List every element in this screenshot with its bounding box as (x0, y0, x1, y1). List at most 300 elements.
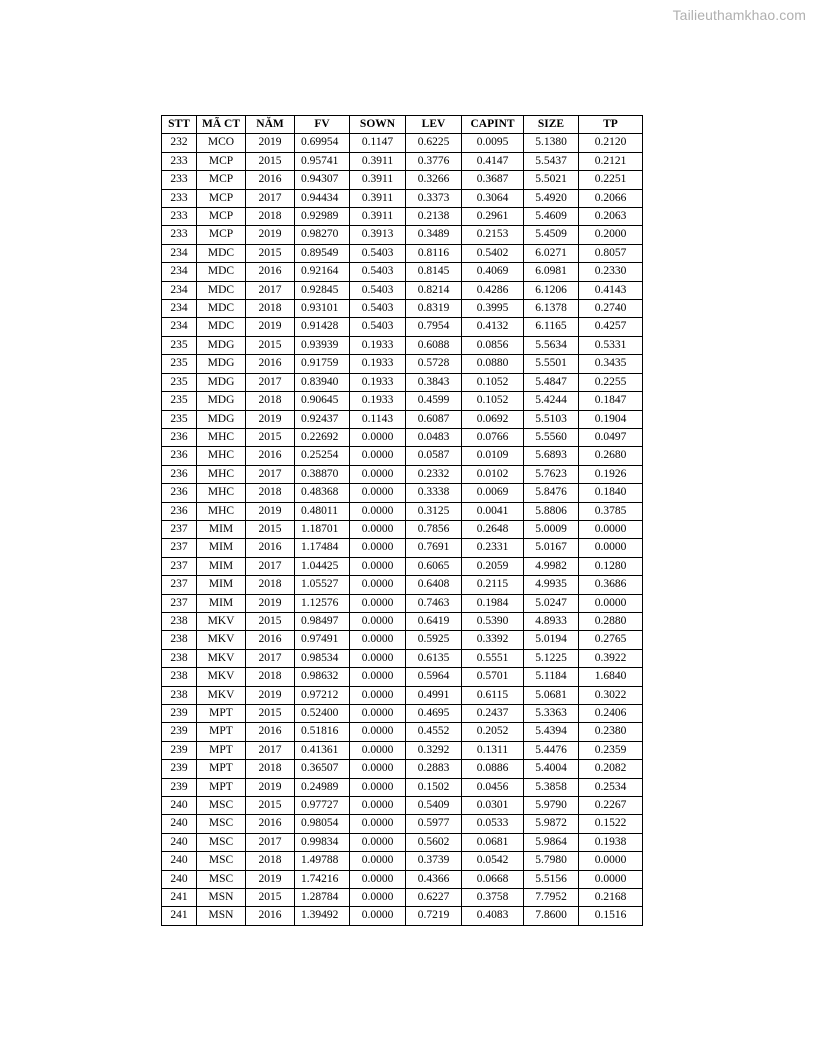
ma-ct-cell: MCP (197, 189, 246, 207)
size-cell: 5.0167 (524, 539, 579, 557)
size-cell: 5.5021 (524, 171, 579, 189)
capint-cell: 0.0102 (462, 465, 524, 483)
capint-cell: 0.3995 (462, 300, 524, 318)
nam-cell: 2016 (246, 907, 295, 925)
sown-cell: 0.0000 (350, 889, 406, 907)
stt-cell: 233 (162, 189, 197, 207)
table-row (162, 502, 643, 520)
tp-cell: 0.4143 (579, 281, 643, 299)
ma-ct-cell: MPT (197, 705, 246, 723)
tp-cell: 0.2740 (579, 300, 643, 318)
lev-cell: 0.5925 (406, 631, 462, 649)
table-row (162, 300, 643, 318)
watermark-text: Tailieuthamkhao.com (672, 7, 806, 23)
table-row (162, 373, 643, 391)
nam-cell: 2019 (246, 318, 295, 336)
nam-cell: 2015 (246, 797, 295, 815)
size-cell: 7.8600 (524, 907, 579, 925)
table-row (162, 797, 643, 815)
ma-ct-cell: MSC (197, 833, 246, 851)
nam-cell: 2015 (246, 428, 295, 446)
size-cell: 5.0247 (524, 594, 579, 612)
table-row (162, 484, 643, 502)
capint-cell: 0.2153 (462, 226, 524, 244)
capint-cell: 0.2059 (462, 557, 524, 575)
nam-cell: 2019 (246, 686, 295, 704)
lev-cell: 0.6419 (406, 612, 462, 630)
sown-cell: 0.0000 (350, 852, 406, 870)
lev-cell: 0.0483 (406, 428, 462, 446)
table-row (162, 833, 643, 851)
sown-cell: 0.0000 (350, 520, 406, 538)
size-cell: 5.8806 (524, 502, 579, 520)
stt-cell: 241 (162, 889, 197, 907)
header-fv: FV (295, 116, 350, 134)
capint-cell: 0.1052 (462, 392, 524, 410)
ma-ct-cell: MCP (197, 171, 246, 189)
fv-cell: 1.17484 (295, 539, 350, 557)
capint-cell: 0.3064 (462, 189, 524, 207)
sown-cell: 0.3911 (350, 189, 406, 207)
capint-cell: 0.3687 (462, 171, 524, 189)
table-row (162, 539, 643, 557)
table-row (162, 171, 643, 189)
capint-cell: 0.4147 (462, 152, 524, 170)
stt-cell: 234 (162, 244, 197, 262)
header-ma-ct: MÃ CT (197, 116, 246, 134)
stt-cell: 238 (162, 686, 197, 704)
ma-ct-cell: MDG (197, 392, 246, 410)
ma-ct-cell: MDC (197, 281, 246, 299)
tp-cell: 0.0000 (579, 870, 643, 888)
nam-cell: 2018 (246, 576, 295, 594)
sown-cell: 0.0000 (350, 870, 406, 888)
fv-cell: 0.92845 (295, 281, 350, 299)
nam-cell: 2019 (246, 134, 295, 152)
nam-cell: 2017 (246, 189, 295, 207)
capint-cell: 0.2115 (462, 576, 524, 594)
sown-cell: 0.5403 (350, 318, 406, 336)
size-cell: 6.0271 (524, 244, 579, 262)
stt-cell: 235 (162, 410, 197, 428)
ma-ct-cell: MSC (197, 852, 246, 870)
capint-cell: 0.3392 (462, 631, 524, 649)
ma-ct-cell: MKV (197, 686, 246, 704)
lev-cell: 0.6408 (406, 576, 462, 594)
lev-cell: 0.3739 (406, 852, 462, 870)
header-sown: SOWN (350, 116, 406, 134)
ma-ct-cell: MPT (197, 723, 246, 741)
sown-cell: 0.0000 (350, 741, 406, 759)
stt-cell: 233 (162, 152, 197, 170)
tp-cell: 0.2000 (579, 226, 643, 244)
fv-cell: 0.92164 (295, 263, 350, 281)
sown-cell: 0.0000 (350, 907, 406, 925)
lev-cell: 0.6135 (406, 649, 462, 667)
ma-ct-cell: MKV (197, 631, 246, 649)
tp-cell: 0.3686 (579, 576, 643, 594)
ma-ct-cell: MSC (197, 870, 246, 888)
stt-cell: 238 (162, 668, 197, 686)
lev-cell: 0.7219 (406, 907, 462, 925)
table-row (162, 668, 643, 686)
tp-cell: 0.2380 (579, 723, 643, 741)
size-cell: 5.7980 (524, 852, 579, 870)
nam-cell: 2015 (246, 244, 295, 262)
size-cell: 5.4004 (524, 760, 579, 778)
table-row (162, 778, 643, 796)
sown-cell: 0.0000 (350, 557, 406, 575)
size-cell: 5.0681 (524, 686, 579, 704)
tp-cell: 0.2082 (579, 760, 643, 778)
capint-cell: 0.5390 (462, 612, 524, 630)
lev-cell: 0.3373 (406, 189, 462, 207)
capint-cell: 0.0856 (462, 336, 524, 354)
fv-cell: 0.93101 (295, 300, 350, 318)
ma-ct-cell: MDC (197, 263, 246, 281)
fv-cell: 0.51816 (295, 723, 350, 741)
lev-cell: 0.5409 (406, 797, 462, 815)
tp-cell: 0.1926 (579, 465, 643, 483)
nam-cell: 2016 (246, 171, 295, 189)
table-row (162, 336, 643, 354)
sown-cell: 0.0000 (350, 649, 406, 667)
capint-cell: 0.0069 (462, 484, 524, 502)
capint-cell: 0.1311 (462, 741, 524, 759)
table-row (162, 852, 643, 870)
fv-cell: 0.99834 (295, 833, 350, 851)
size-cell: 5.0194 (524, 631, 579, 649)
nam-cell: 2018 (246, 852, 295, 870)
tp-cell: 0.1840 (579, 484, 643, 502)
table-row (162, 208, 643, 226)
capint-cell: 0.0095 (462, 134, 524, 152)
stt-cell: 236 (162, 447, 197, 465)
tp-cell: 0.2063 (579, 208, 643, 226)
tp-cell: 0.1904 (579, 410, 643, 428)
ma-ct-cell: MDG (197, 355, 246, 373)
tp-cell: 0.2066 (579, 189, 643, 207)
table-row (162, 263, 643, 281)
fv-cell: 0.97727 (295, 797, 350, 815)
nam-cell: 2015 (246, 705, 295, 723)
size-cell: 5.5103 (524, 410, 579, 428)
header-nam: NĂM (246, 116, 295, 134)
size-cell: 5.7623 (524, 465, 579, 483)
fv-cell: 1.74216 (295, 870, 350, 888)
capint-cell: 0.3758 (462, 889, 524, 907)
size-cell: 4.9935 (524, 576, 579, 594)
table-row (162, 815, 643, 833)
fv-cell: 0.98270 (295, 226, 350, 244)
tp-cell: 0.3022 (579, 686, 643, 704)
lev-cell: 0.1502 (406, 778, 462, 796)
size-cell: 5.1225 (524, 649, 579, 667)
nam-cell: 2016 (246, 815, 295, 833)
lev-cell: 0.4991 (406, 686, 462, 704)
fv-cell: 0.91428 (295, 318, 350, 336)
tp-cell: 0.0000 (579, 520, 643, 538)
header-capint: CAPINT (462, 116, 524, 134)
stt-cell: 235 (162, 392, 197, 410)
lev-cell: 0.6088 (406, 336, 462, 354)
stt-cell: 239 (162, 741, 197, 759)
tp-cell: 0.1938 (579, 833, 643, 851)
table-row (162, 557, 643, 575)
fv-cell: 0.48011 (295, 502, 350, 520)
tp-cell: 0.3922 (579, 649, 643, 667)
sown-cell: 0.0000 (350, 465, 406, 483)
table-body (162, 134, 643, 925)
size-cell: 5.3363 (524, 705, 579, 723)
stt-cell: 237 (162, 557, 197, 575)
stt-cell: 238 (162, 612, 197, 630)
tp-cell: 0.2121 (579, 152, 643, 170)
table-row (162, 281, 643, 299)
ma-ct-cell: MIM (197, 520, 246, 538)
tp-cell: 0.0000 (579, 539, 643, 557)
ma-ct-cell: MHC (197, 465, 246, 483)
table-row (162, 594, 643, 612)
capint-cell: 0.5701 (462, 668, 524, 686)
nam-cell: 2017 (246, 833, 295, 851)
tp-cell: 0.2765 (579, 631, 643, 649)
fv-cell: 0.24989 (295, 778, 350, 796)
stt-cell: 236 (162, 502, 197, 520)
table-row (162, 465, 643, 483)
tp-cell: 0.1847 (579, 392, 643, 410)
tp-cell: 0.2880 (579, 612, 643, 630)
capint-cell: 0.0681 (462, 833, 524, 851)
nam-cell: 2015 (246, 152, 295, 170)
lev-cell: 0.4599 (406, 392, 462, 410)
size-cell: 5.3858 (524, 778, 579, 796)
fv-cell: 0.97212 (295, 686, 350, 704)
ma-ct-cell: MSN (197, 907, 246, 925)
sown-cell: 0.3911 (350, 208, 406, 226)
size-cell: 5.4609 (524, 208, 579, 226)
stt-cell: 239 (162, 760, 197, 778)
nam-cell: 2017 (246, 465, 295, 483)
ma-ct-cell: MIM (197, 557, 246, 575)
tp-cell: 0.2255 (579, 373, 643, 391)
size-cell: 5.5560 (524, 428, 579, 446)
sown-cell: 0.1147 (350, 134, 406, 152)
fv-cell: 0.97491 (295, 631, 350, 649)
nam-cell: 2017 (246, 649, 295, 667)
lev-cell: 0.7463 (406, 594, 462, 612)
table-row (162, 576, 643, 594)
fv-cell: 0.69954 (295, 134, 350, 152)
stt-cell: 237 (162, 520, 197, 538)
ma-ct-cell: MPT (197, 778, 246, 796)
lev-cell: 0.7691 (406, 539, 462, 557)
table-row (162, 410, 643, 428)
size-cell: 5.4509 (524, 226, 579, 244)
nam-cell: 2019 (246, 410, 295, 428)
lev-cell: 0.8319 (406, 300, 462, 318)
size-cell: 4.9982 (524, 557, 579, 575)
size-cell: 5.5501 (524, 355, 579, 373)
ma-ct-cell: MCP (197, 226, 246, 244)
stt-cell: 234 (162, 300, 197, 318)
stt-cell: 240 (162, 870, 197, 888)
fv-cell: 0.90645 (295, 392, 350, 410)
tp-cell: 0.2120 (579, 134, 643, 152)
ma-ct-cell: MHC (197, 502, 246, 520)
capint-cell: 0.0880 (462, 355, 524, 373)
size-cell: 5.1380 (524, 134, 579, 152)
ma-ct-cell: MKV (197, 649, 246, 667)
tp-cell: 0.2406 (579, 705, 643, 723)
ma-ct-cell: MDG (197, 410, 246, 428)
lev-cell: 0.2138 (406, 208, 462, 226)
stt-cell: 235 (162, 373, 197, 391)
stt-cell: 236 (162, 428, 197, 446)
table-row (162, 686, 643, 704)
fv-cell: 0.98632 (295, 668, 350, 686)
fv-cell: 0.94307 (295, 171, 350, 189)
tp-cell: 0.4257 (579, 318, 643, 336)
ma-ct-cell: MHC (197, 428, 246, 446)
fv-cell: 0.89549 (295, 244, 350, 262)
ma-ct-cell: MDC (197, 244, 246, 262)
stt-cell: 234 (162, 263, 197, 281)
size-cell: 5.4394 (524, 723, 579, 741)
nam-cell: 2018 (246, 300, 295, 318)
capint-cell: 0.0692 (462, 410, 524, 428)
sown-cell: 0.0000 (350, 612, 406, 630)
table-row (162, 226, 643, 244)
ma-ct-cell: MSC (197, 797, 246, 815)
nam-cell: 2015 (246, 336, 295, 354)
sown-cell: 0.3911 (350, 171, 406, 189)
nam-cell: 2019 (246, 778, 295, 796)
sown-cell: 0.0000 (350, 686, 406, 704)
lev-cell: 0.2332 (406, 465, 462, 483)
capint-cell: 0.0886 (462, 760, 524, 778)
size-cell: 5.4847 (524, 373, 579, 391)
table-row (162, 723, 643, 741)
sown-cell: 0.0000 (350, 815, 406, 833)
ma-ct-cell: MDC (197, 300, 246, 318)
ma-ct-cell: MDC (197, 318, 246, 336)
stt-cell: 240 (162, 852, 197, 870)
nam-cell: 2016 (246, 263, 295, 281)
nam-cell: 2018 (246, 668, 295, 686)
size-cell: 5.4476 (524, 741, 579, 759)
fv-cell: 0.98534 (295, 649, 350, 667)
stt-cell: 233 (162, 171, 197, 189)
stt-cell: 239 (162, 778, 197, 796)
sown-cell: 0.0000 (350, 428, 406, 446)
lev-cell: 0.0587 (406, 447, 462, 465)
tp-cell: 0.5331 (579, 336, 643, 354)
size-cell: 5.4244 (524, 392, 579, 410)
ma-ct-cell: MCP (197, 152, 246, 170)
nam-cell: 2015 (246, 612, 295, 630)
nam-cell: 2016 (246, 447, 295, 465)
ma-ct-cell: MSC (197, 815, 246, 833)
lev-cell: 0.8145 (406, 263, 462, 281)
capint-cell: 0.4286 (462, 281, 524, 299)
fv-cell: 1.18701 (295, 520, 350, 538)
fv-cell: 0.83940 (295, 373, 350, 391)
stt-cell: 240 (162, 797, 197, 815)
lev-cell: 0.3125 (406, 502, 462, 520)
stt-cell: 241 (162, 907, 197, 925)
lev-cell: 0.4366 (406, 870, 462, 888)
sown-cell: 0.0000 (350, 833, 406, 851)
data-table (161, 115, 643, 926)
nam-cell: 2018 (246, 760, 295, 778)
capint-cell: 0.6115 (462, 686, 524, 704)
fv-cell: 0.25254 (295, 447, 350, 465)
capint-cell: 0.0109 (462, 447, 524, 465)
table-row (162, 741, 643, 759)
lev-cell: 0.3843 (406, 373, 462, 391)
sown-cell: 0.0000 (350, 668, 406, 686)
tp-cell: 0.2267 (579, 797, 643, 815)
size-cell: 5.5437 (524, 152, 579, 170)
stt-cell: 240 (162, 833, 197, 851)
stt-cell: 233 (162, 226, 197, 244)
nam-cell: 2015 (246, 889, 295, 907)
sown-cell: 0.5403 (350, 281, 406, 299)
capint-cell: 0.2961 (462, 208, 524, 226)
capint-cell: 0.0041 (462, 502, 524, 520)
table-row (162, 631, 643, 649)
lev-cell: 0.4552 (406, 723, 462, 741)
capint-cell: 0.0542 (462, 852, 524, 870)
fv-cell: 0.95741 (295, 152, 350, 170)
tp-cell: 0.0497 (579, 428, 643, 446)
lev-cell: 0.8214 (406, 281, 462, 299)
sown-cell: 0.3913 (350, 226, 406, 244)
size-cell: 5.5634 (524, 336, 579, 354)
table-header (162, 116, 643, 134)
table-row (162, 612, 643, 630)
table-row (162, 649, 643, 667)
size-cell: 6.0981 (524, 263, 579, 281)
sown-cell: 0.0000 (350, 760, 406, 778)
size-cell: 4.8933 (524, 612, 579, 630)
size-cell: 6.1165 (524, 318, 579, 336)
stt-cell: 233 (162, 208, 197, 226)
sown-cell: 0.0000 (350, 723, 406, 741)
table-row (162, 870, 643, 888)
size-cell: 7.7952 (524, 889, 579, 907)
fv-cell: 0.91759 (295, 355, 350, 373)
header-tp: TP (579, 116, 643, 134)
nam-cell: 2019 (246, 226, 295, 244)
lev-cell: 0.6227 (406, 889, 462, 907)
fv-cell: 1.49788 (295, 852, 350, 870)
capint-cell: 0.4069 (462, 263, 524, 281)
tp-cell: 0.0000 (579, 594, 643, 612)
capint-cell: 0.2052 (462, 723, 524, 741)
ma-ct-cell: MDG (197, 373, 246, 391)
stt-cell: 237 (162, 576, 197, 594)
ma-ct-cell: MIM (197, 594, 246, 612)
sown-cell: 0.0000 (350, 447, 406, 465)
sown-cell: 0.0000 (350, 539, 406, 557)
header-stt: STT (162, 116, 197, 134)
ma-ct-cell: MCP (197, 208, 246, 226)
tp-cell: 0.2330 (579, 263, 643, 281)
stt-cell: 236 (162, 484, 197, 502)
ma-ct-cell: MHC (197, 447, 246, 465)
